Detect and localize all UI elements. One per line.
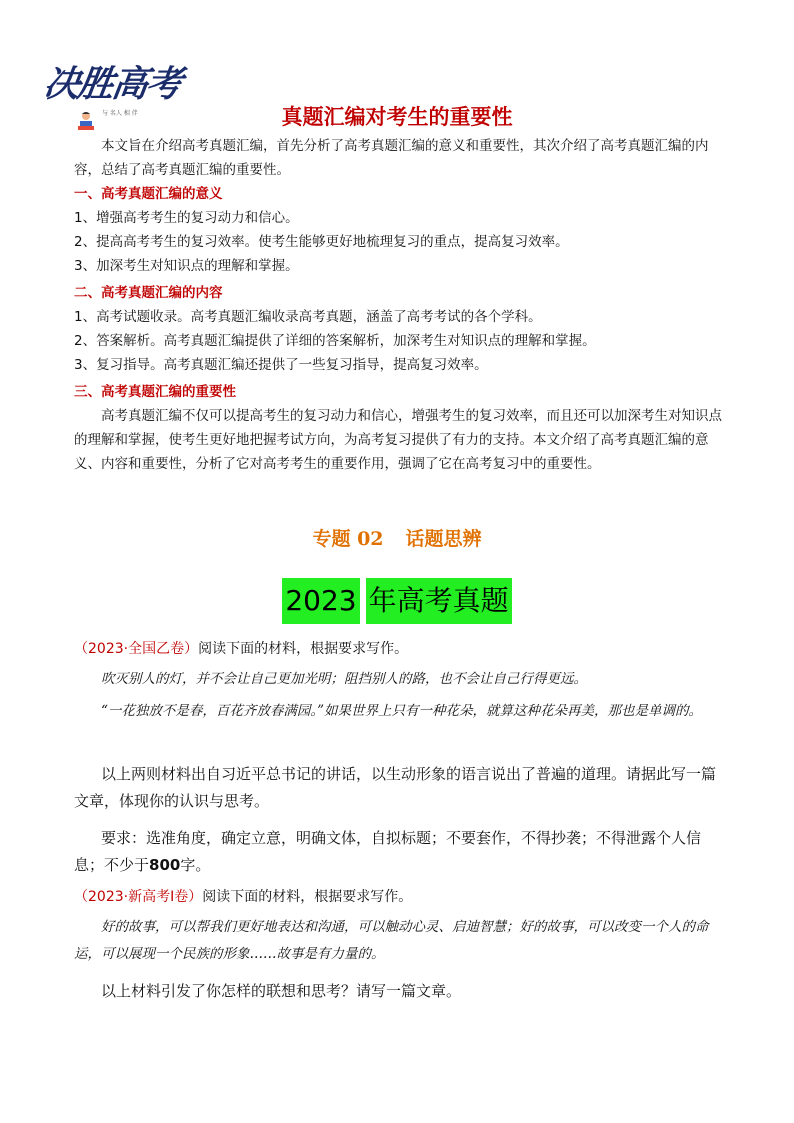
section-2-item-1: 1、高考试题收录。高考真题汇编收录高考真题，涵盖了高考考试的各个学科。 [74, 309, 542, 325]
question-1-source: （2023·全国乙卷） [74, 641, 199, 657]
logo-subtitle: 与 名人 相 伴 [102, 110, 138, 117]
question-2-material-1: 好的故事，可以帮我们更好地表达和沟通，可以触动心灵、启迪智慧；好的故事，可以改变一个人的命运，可以展现一个民族的形象……故事是有力量的。 [74, 919, 709, 962]
document-title: 真题汇编对考生的重要性 [281, 105, 513, 129]
section-heading-2: 二、高考真题汇编的内容 [74, 285, 223, 301]
question-1-material-1: 吹灭别人的灯，并不会让自己更加光明；阻挡别人的路，也不会让自己行得更远。 [101, 671, 587, 687]
section-1-item-2: 2、提高高考考生的复习效率。使考生能够更好地梳理复习的重点，提高复习效率。 [74, 234, 569, 250]
question-2-header [74, 884, 724, 910]
logo-text: 决胜高考 [41, 63, 183, 105]
section-heading-3: 三、高考真题汇编的重要性 [74, 384, 236, 400]
section-1-item-1: 1、增强高考考生的复习动力和信心。 [74, 210, 299, 226]
year-banner [0, 578, 794, 624]
banner-text: 年高考真题 [366, 578, 512, 624]
banner-year: 2023 [282, 578, 359, 624]
question-1-prompt: 阅读下面的材料，根据要求写作。 [198, 641, 409, 657]
section-heading-1: 一、高考真题汇编的意义 [74, 186, 223, 202]
section-1-item-3: 3、加深考生对知识点的理解和掌握。 [74, 258, 299, 274]
question-1-material-2: “一花独放不是春，百花齐放春满园。”如果世界上只有一种花朵，就算这种花朵再美，那也是单调的。 [101, 703, 703, 719]
requirement-suffix: 字。 [180, 856, 211, 874]
requirement-text: 要求：选准角度，确定立意，明确文体，自拟标题；不要套作，不得抄袭；不得泄露个人信息；不少于 [74, 829, 702, 874]
question-2-source: （2023·新高考Ⅰ卷） [74, 889, 203, 905]
requirement-word-count: 800 [149, 856, 181, 874]
section-2-item-3: 3、复习指导。高考真题汇编还提供了一些复习指导，提高复习效率。 [74, 357, 488, 373]
topic-name: 话题思辨 [405, 528, 482, 550]
question-2-instruction: 以上材料引发了你怎样的联想和思考？请写一篇文章。 [101, 982, 462, 1000]
question-2-prompt: 阅读下面的材料，根据要求写作。 [202, 889, 413, 905]
question-1-instruction: 以上两则材料出自习近平总书记的讲话，以生动形象的语言说出了普遍的道理。请据此写一篇文章，体现你的认识与思考。 [74, 765, 717, 810]
section-2-item-2: 2、答案解析。高考真题汇编提供了详细的答案解析，加深考生对知识点的理解和掌握。 [74, 333, 596, 349]
topic-title [0, 526, 794, 552]
question-1-requirement [74, 825, 724, 879]
question-1-header [74, 636, 724, 662]
topic-label: 专题 02 [312, 528, 384, 550]
intro-paragraph: 本文旨在介绍高考真题汇编，首先分析了高考真题汇编的意义和重要性，其次介绍了高考真题汇编的内容，总结了高考真题汇编的重要性。 [74, 138, 709, 178]
section-3-paragraph: 高考真题汇编不仅可以提高考生的复习动力和信心，增强考生的复习效率，而且还可以加深考生对知识点的理解和掌握，使考生更好地把握考试方向，为高考复习提供了有力的支持。本文介绍了高考真题汇编的意义、内容和重要性，分析了它对高考考生的重要作用，强调了它在高考复习中的重要性。 [74, 408, 722, 472]
